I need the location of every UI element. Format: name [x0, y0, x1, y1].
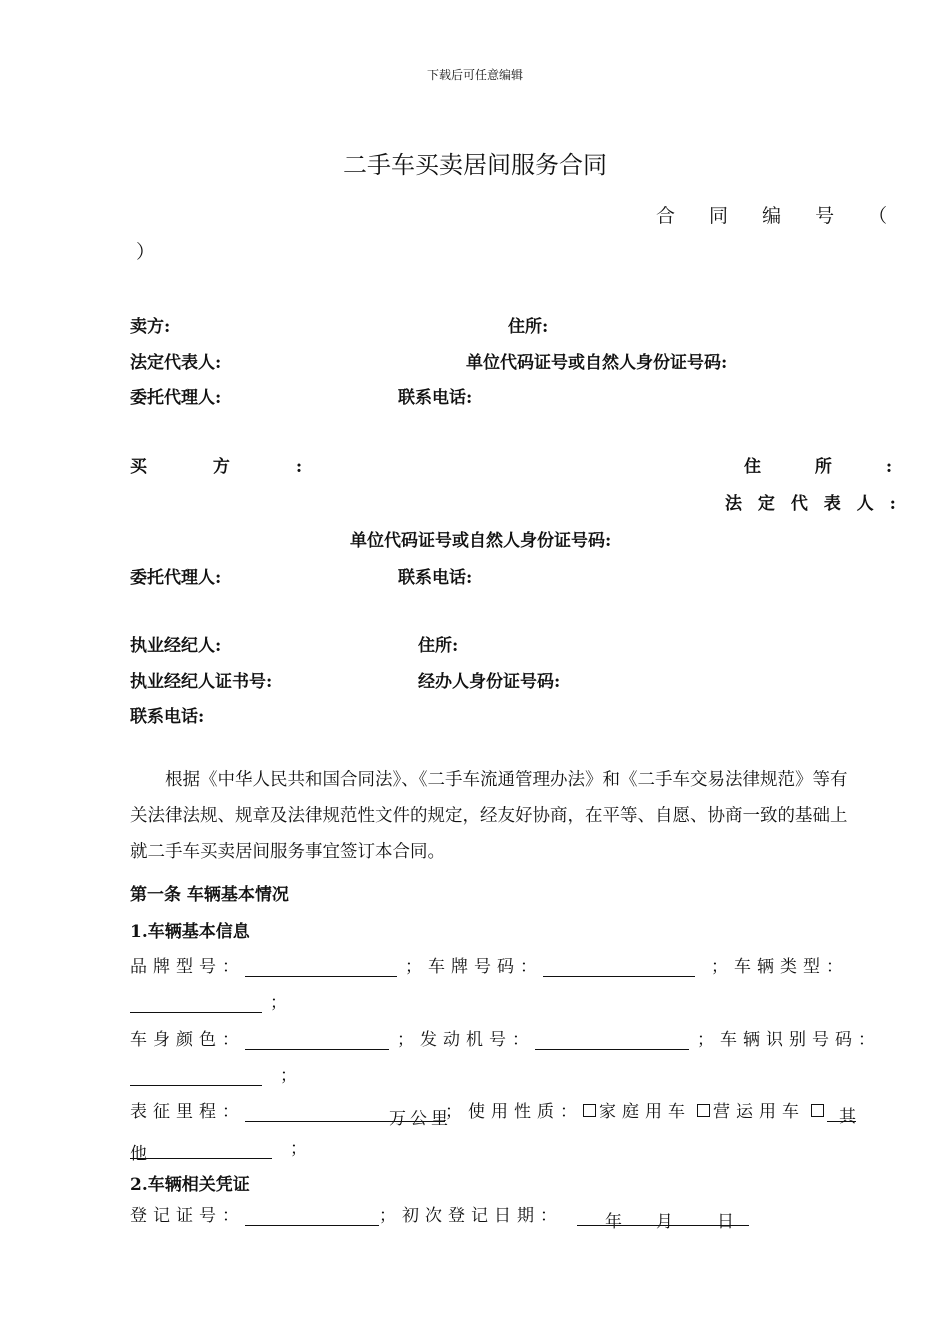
- intro-paragraph: 根据《中华人民共和国合同法》、《二手车流通管理办法》和《二手车交易法律规范》等有关法律法规、规章及法律规范性文件的规定，经友好协商，在平等、自愿、协商一致的基础上就二手车买卖居间服务事宜签订本合同。: [130, 770, 848, 862]
- vin-field[interactable]: [130, 1067, 262, 1086]
- checkbox-commercial[interactable]: [697, 1104, 710, 1117]
- broker-label: 执业经纪人:: [130, 636, 222, 656]
- month-label: 月: [656, 1212, 673, 1232]
- brand-field[interactable]: [245, 958, 397, 977]
- usage-label: ；使用性质：: [445, 1102, 583, 1122]
- color-field[interactable]: [245, 1031, 389, 1050]
- seller-legal-rep-label: 法定代表人:: [130, 353, 222, 373]
- buyer-id-label: 单位代码证号或自然人身份证号码:: [350, 531, 612, 551]
- seller-label: 卖方:: [130, 317, 171, 337]
- broker-address-label: 住所:: [418, 636, 459, 656]
- semicolon: ；: [290, 1139, 307, 1159]
- day-label: 日: [717, 1212, 734, 1232]
- header-note: 下载后可任意编辑: [426, 68, 523, 82]
- buyer-phone-label: 联系电话:: [398, 568, 473, 588]
- broker-cert-label: 执业经纪人证书号:: [130, 672, 273, 692]
- opt-other-a: 其: [827, 1102, 856, 1122]
- opt-other-b: 他: [130, 1139, 272, 1159]
- brand-label: 品牌型号：: [130, 957, 245, 977]
- semicolon: ；: [280, 1066, 297, 1086]
- row-brand-plate-type: [130, 952, 849, 977]
- contract-number-label: 合 同 编 号 （: [656, 205, 902, 227]
- seller-phone-label: 联系电话:: [398, 388, 473, 408]
- row-vin-field: [130, 1061, 297, 1086]
- km-unit: 万公里: [389, 1109, 452, 1129]
- opt-commercial: 营运用车: [713, 1102, 805, 1122]
- color-label: 车身颜色：: [130, 1030, 245, 1050]
- row-other-field: [130, 1134, 307, 1164]
- row-color-engine-vin: [130, 1025, 881, 1050]
- vin-label: ；车辆识别号码：: [697, 1030, 881, 1050]
- buyer-legal-rep-label: 法 定 代 表 人 :: [725, 494, 901, 514]
- buyer-agent-label: 委托代理人:: [130, 568, 222, 588]
- mileage-field[interactable]: [245, 1104, 452, 1129]
- row-reg-cert: [130, 1201, 749, 1232]
- first-reg-date-field[interactable]: [577, 1207, 749, 1232]
- reg-cert-label: 登记证号：: [130, 1206, 245, 1226]
- opt-home: 家庭用车: [599, 1102, 691, 1122]
- semicolon: ；: [270, 993, 287, 1013]
- broker-id-label: 经办人身份证号码:: [418, 672, 561, 692]
- plate-label: ；车牌号码：: [405, 957, 543, 977]
- checkbox-other[interactable]: [811, 1104, 824, 1117]
- row-mileage-usage: [130, 1097, 856, 1129]
- plate-field[interactable]: [543, 958, 695, 977]
- seller-address-label: 住所:: [508, 317, 549, 337]
- broker-phone-label: 联系电话:: [130, 707, 205, 727]
- seller-agent-label: 委托代理人:: [130, 388, 222, 408]
- checkbox-home[interactable]: [583, 1104, 596, 1117]
- mileage-label: 表征里程：: [130, 1102, 245, 1122]
- seller-id-label: 单位代码证号或自然人身份证号码:: [466, 353, 728, 373]
- engine-field[interactable]: [535, 1031, 689, 1050]
- row-type-field: [130, 988, 287, 1013]
- article1-sub2: 2.车辆相关凭证: [130, 1175, 250, 1195]
- document-title: 二手车买卖居间服务合同: [343, 151, 607, 179]
- buyer-address-label: 住 所 :: [744, 457, 917, 477]
- article1-heading: 第一条 车辆基本情况: [130, 885, 289, 905]
- first-reg-label: ；初次登记日期：: [379, 1206, 563, 1226]
- year-label: 年: [605, 1212, 622, 1232]
- buyer-label: 买 方 :: [130, 457, 333, 477]
- reg-cert-field[interactable]: [245, 1207, 379, 1226]
- contract-number-close: ）: [136, 241, 156, 263]
- type-field[interactable]: [130, 994, 262, 1013]
- engine-label: ；发动机号：: [397, 1030, 535, 1050]
- article1-sub1: 1.车辆基本信息: [130, 922, 250, 942]
- type-label: ；车辆类型：: [711, 957, 849, 977]
